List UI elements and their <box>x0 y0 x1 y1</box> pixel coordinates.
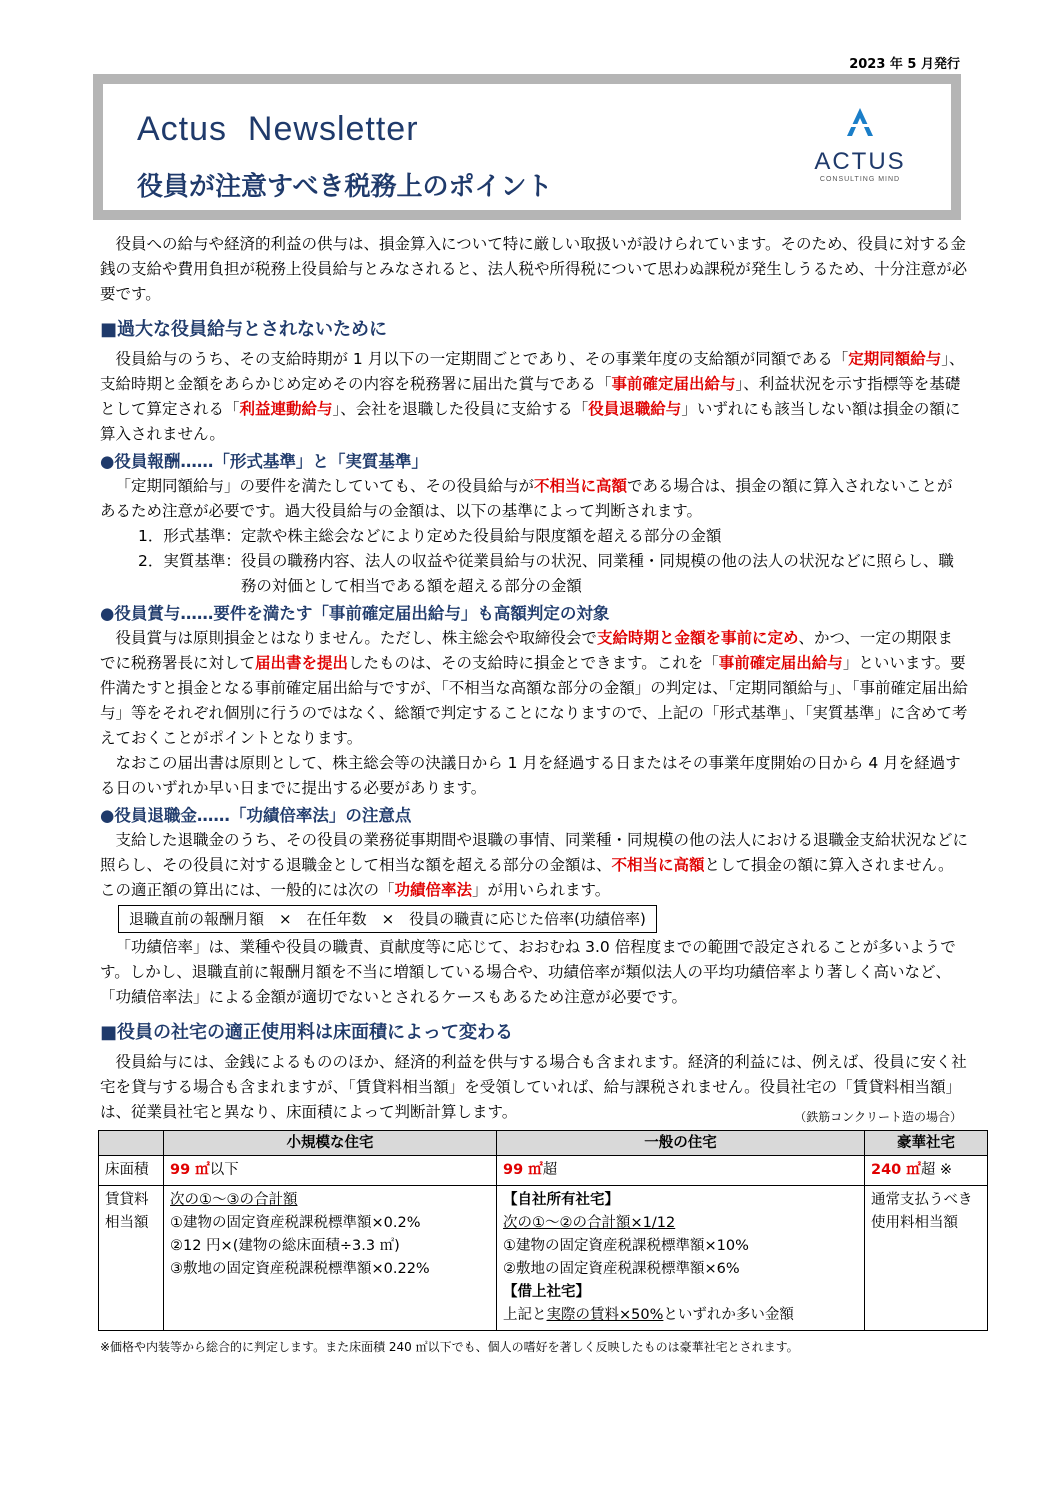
criteria-list <box>100 524 968 599</box>
section-heading-housing: ■役員の社宅の適正使用料は床面積によって変わる <box>100 1022 514 1043</box>
paragraph-bonus-deadline: なおこの届出書は原則として、株主総会等の決議日から 1 月を経過する日またはその事業年度開始の日から 4 月を経過する日のいずれか早い日までに提出する必要があります。 <box>100 754 961 797</box>
merit-multiplier-formula: 退職直前の報酬月額 × 在任年数 × 役員の職責に応じた倍率(功績倍率) <box>118 905 657 933</box>
cell-rent-small: 次の①～③の合計額 ①建物の固定資産税課税標準額×0.2% ②12 円×(建物の総床面積÷3.3 ㎡) ③敷地の固定資産税課税標準額×0.22% <box>164 1186 497 1331</box>
newsletter-body <box>100 232 973 1360</box>
paragraph-housing: 役員給与には、金銭によるもののほか、経済的利益を供与する場合も含まれます。経済的利益には、例えば、役員に安く社宅を貸与する場合も含まれますが、「賃貸料相当額」を受領していれば、給与課税されません。役員社宅の「賃貸料相当額」は、従業員社宅と異なり、床面積によって判断計算します。 <box>100 1053 967 1121</box>
actus-logo <box>805 106 915 216</box>
table-header-cell <box>99 1131 164 1156</box>
criteria-item: 1．形式基準： 定款や株主総会などにより定めた役員給与限度額を超える部分の金額 <box>138 527 722 545</box>
table-row <box>99 1186 988 1331</box>
paragraph-merit-multiplier: 「功績倍率」は、業種や役員の職責、貢献度等に応じて、おおむね 3.0 倍程度までの範囲で設定されることが多いようです。しかし、退職直前に報酬月額を不当に増額している場合や、功績倍率が類似法人の平均功績倍率より著しく高いなど、「功績倍率法」による金額が適切でないとされるケースもあるため注意が必要です。 <box>100 938 956 1006</box>
footnote: ※価格や内装等から総合的に判定します。また床面積 240 ㎡以下でも、個人の嗜好を著しく反映したものは豪華社宅とされます。 <box>100 1340 799 1354</box>
actus-logo-mark-icon <box>843 106 877 138</box>
logo-wordmark: ACTUS <box>814 148 906 175</box>
newsletter-subtitle: 役員が注意すべき税務上のポイント <box>137 172 553 202</box>
row-label-floor-area: 床面積 <box>99 1156 164 1186</box>
section-heading-excessive-pay: ■過大な役員給与とされないために <box>100 319 388 340</box>
subheading-retirement: ●役員退職金……「功績倍率法」の注意点 <box>100 806 412 825</box>
paragraph-bonus: 役員賞与は原則損金とはなりません。ただし、株主総会や取締役会で支給時期と金額を事前に定め、かつ、一定の期限までに税務署長に対して届出書を提出したものは、その支給時に損金とできます。これを「事前確定届出給与」といいます。要件満たすと損金となる事前確定届出給与ですが、「不相当な高額な部分の金額」の判定は、「定期同額給与」、「事前確定届出給与」等をそれぞれ個別に行うのではなく、総額で判定することになりますので、上記の「形式基準」、「実質基準」に含めて考えておくことがポイントとなります。 <box>100 629 969 747</box>
table-header-row <box>99 1131 988 1156</box>
paragraph-deductible-types: 役員給与のうち、その支給時期が 1 月以下の一定期間ごとであり、その事業年度の支給額が同額である「定期同額給与」、支給時期と金額をあらかじめ定めその内容を税務署に届出た賞与である「事前確定届出給与」、利益状況を示す指標等を基礎として算定される「利益連動給与」、会社を退職した役員に支給する「役員退職給与」いずれにも該当しない額は損金の額に算入されません。 <box>100 350 965 443</box>
cell-floor-general: 99 ㎡超 <box>497 1156 865 1186</box>
table-note: （鉄筋コンクリート造の場合） <box>794 1110 962 1124</box>
table-row <box>99 1156 988 1186</box>
cell-rent-luxury: 通常支払うべき使用料相当額 <box>865 1186 988 1331</box>
table-header-cell: 一般の住宅 <box>497 1131 865 1156</box>
table-header-cell: 豪華社宅 <box>865 1131 988 1156</box>
paragraph-compensation: 「定期同額給与」の要件を満たしていても、その役員給与が不相当に高額である場合は、損金の額に算入されないことがあるため注意が必要です。過大役員給与の金額は、以下の基準によって判断されます。 <box>100 477 953 520</box>
newsletter-title: Actus Newsletter <box>137 110 419 148</box>
table-header-cell: 小規模な住宅 <box>164 1131 497 1156</box>
subheading-bonus: ●役員賞与……要件を満たす「事前確定届出給与」も高額判定の対象 <box>100 604 610 623</box>
paragraph-retirement: 支給した退職金のうち、その役員の業務従事期間や退職の事情、同業種・同規模の他の法人における退職金支給状況などに照らし、その役員に対する退職金として相当な額を超える部分の金額は、不相当に高額として損金の額に算入されません。この適正額の算出には、一般的には次の「功績倍率法」が用いられます。 <box>100 831 969 899</box>
cell-floor-small: 99 ㎡以下 <box>164 1156 497 1186</box>
row-label-rent: 賃貸料相当額 <box>99 1186 164 1331</box>
subheading-compensation: ●役員報酬……「形式基準」と「実質基準」 <box>100 452 428 471</box>
cell-floor-luxury: 240 ㎡超 ※ <box>865 1156 988 1186</box>
housing-rent-table <box>98 1130 988 1331</box>
issue-date: 2023 年 5 月発行 <box>849 57 960 72</box>
logo-tagline: CONSULTING MIND <box>819 176 901 183</box>
cell-rent-general: 【自社所有社宅】 次の①～②の合計額×1/12 ①建物の固定資産税課税標準額×10% ②敷地の固定資産税課税標準額×6% 【借上社宅】 上記と実際の賃料×50%といずれか多い金額 <box>497 1186 865 1331</box>
intro-paragraph: 役員への給与や経済的利益の供与は、損金算入について特に厳しい取扱いが設けられています。そのため、役員に対する金銭の支給や費用負担が税務上役員給与とみなされると、法人税や所得税について思わぬ課税が発生しうるため、十分注意が必要です。 <box>100 235 968 303</box>
criteria-item: 2．実質基準： 役員の職務内容、法人の収益や従業員給与の状況、同業種・同規模の他の法人の状況などに照らし、職務の対価として相当である額を超える部分の金額 <box>138 552 954 595</box>
newsletter-header <box>93 74 961 220</box>
